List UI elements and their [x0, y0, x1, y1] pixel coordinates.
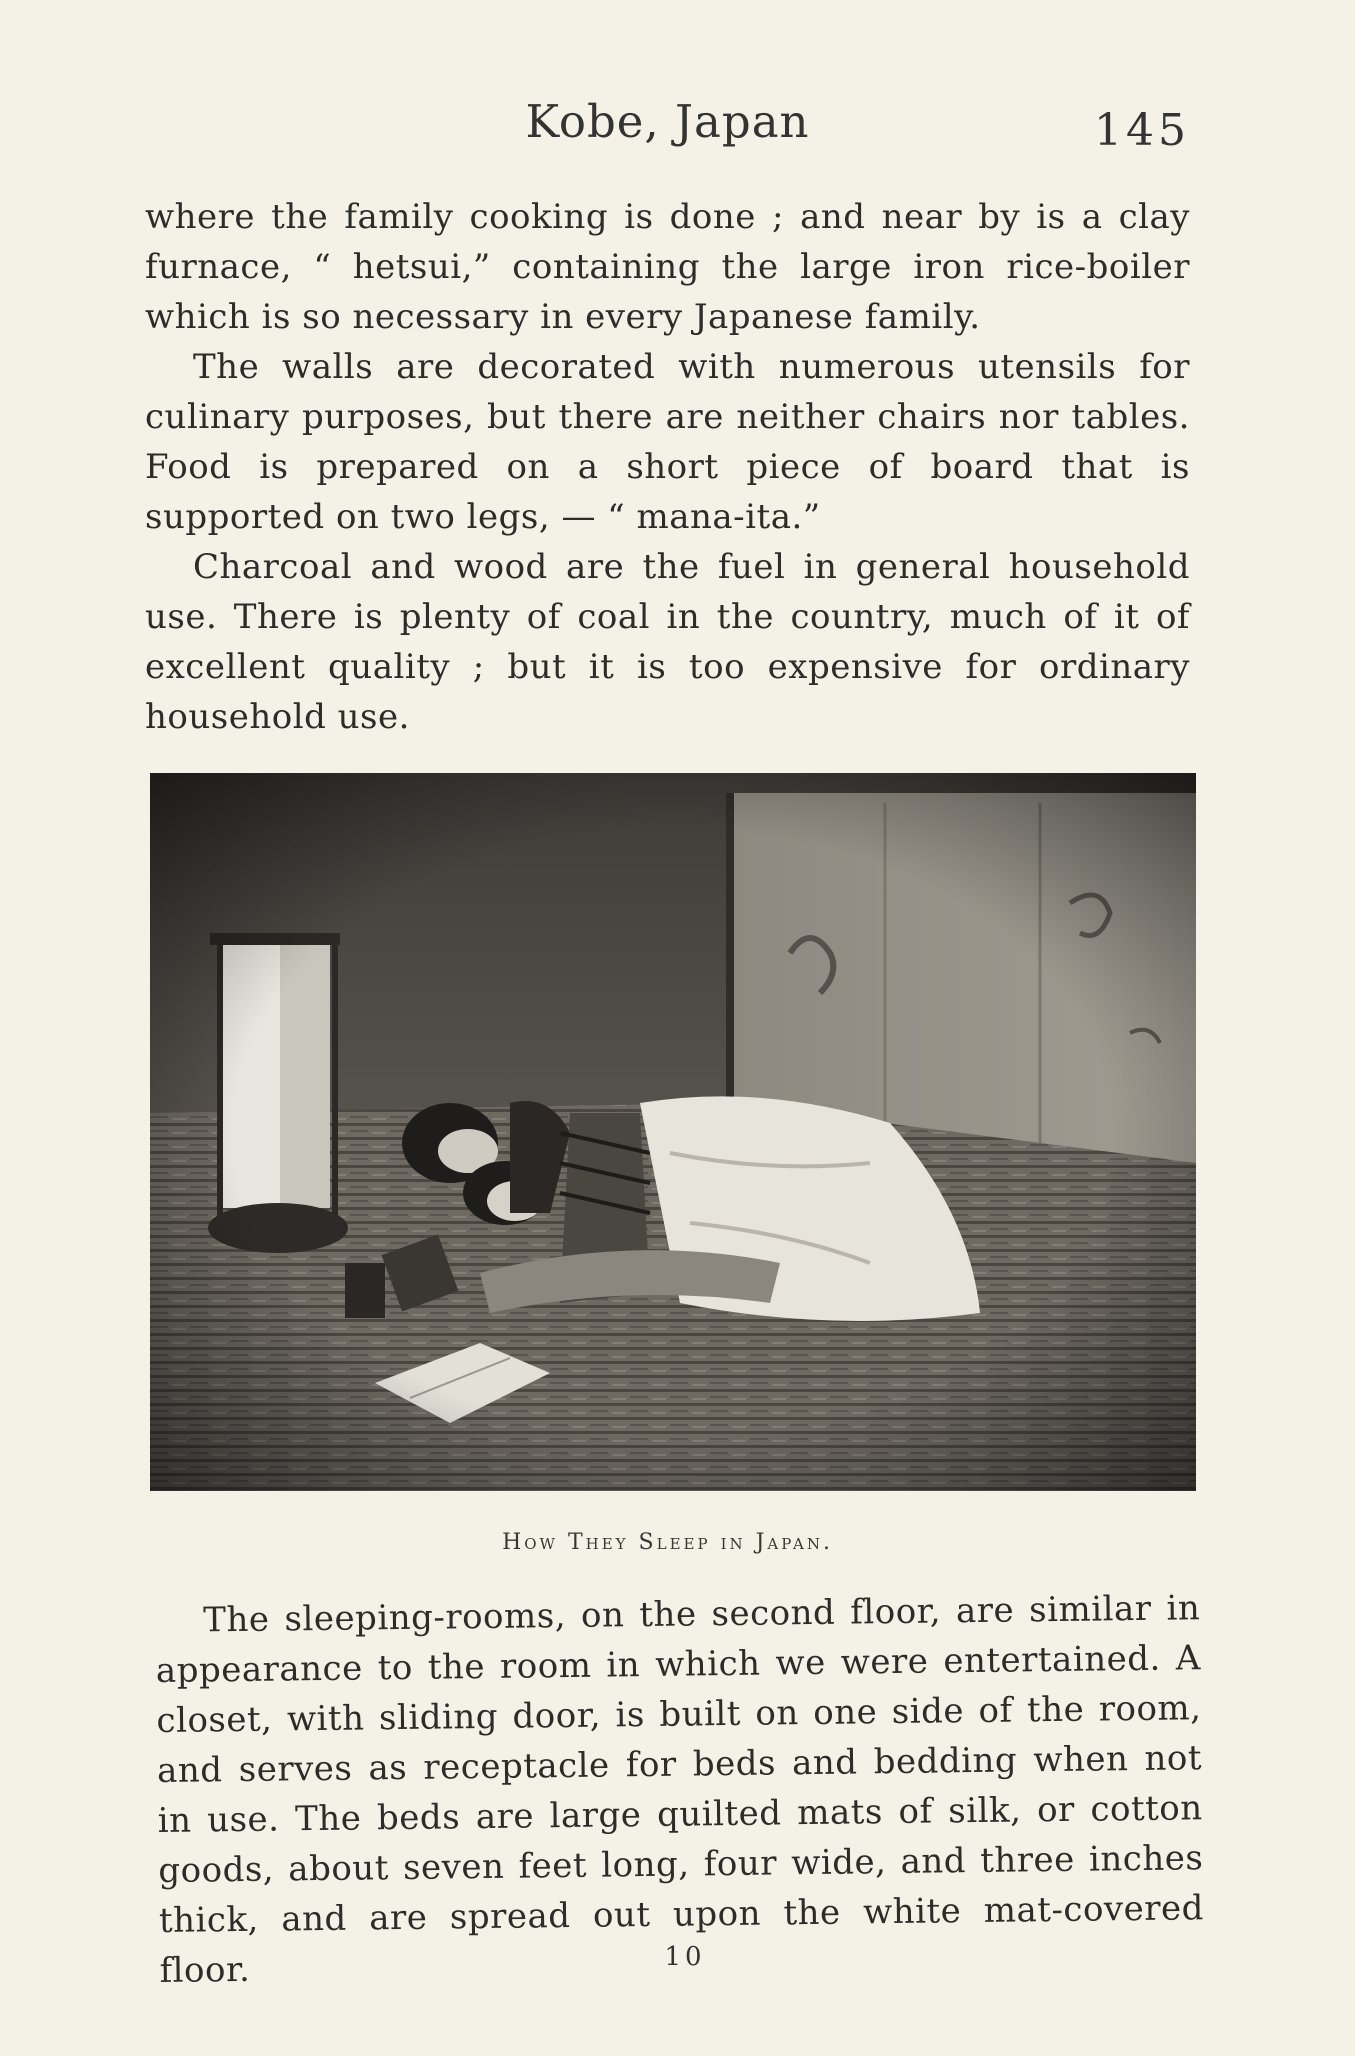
lower-text-block — [155, 1583, 1205, 1996]
paragraph-continued: where the family cooking is done ; and near by is a clay furnace, “ hetsui,” containing the large iron rice-boiler which is so necessary in every Japanese family. — [145, 197, 1190, 337]
paragraph-sleeping-rooms: The sleeping-rooms, on the second floor, are similar in appearance to the room in which we were entertained. A closet, with sliding door, is built on one side of the room, and serves as receptacle for beds and bedding when not in use. The beds are large quilted mats of silk, or cotton goods, about seven feet long, four wide, and three inches thick, and are spread out upon the white mat-covered floor. — [155, 1588, 1205, 1991]
figure-caption: How They Sleep in Japan. — [502, 1530, 833, 1555]
paragraph-fuel: Charcoal and wood are the fuel in general household use. There is plenty of coal in the country, much of it of excellent quality ; but it is too expensive for ordinary household use. — [145, 547, 1190, 737]
photograph-sleeping — [150, 773, 1196, 1491]
page-number: 145 — [1094, 105, 1190, 156]
paragraph-walls: The walls are decorated with numerous utensils for culinary purposes, but there are neither chairs nor tables. Food is prepared on a short piece of board that is supported on two legs, — “ mana-ita.” — [145, 347, 1190, 537]
running-title: Kobe, Japan — [525, 95, 810, 148]
photograph-illustration — [150, 773, 1196, 1491]
upper-text-block — [145, 192, 1190, 742]
signature-mark: 10 — [664, 1942, 706, 1972]
running-head — [145, 95, 1190, 155]
